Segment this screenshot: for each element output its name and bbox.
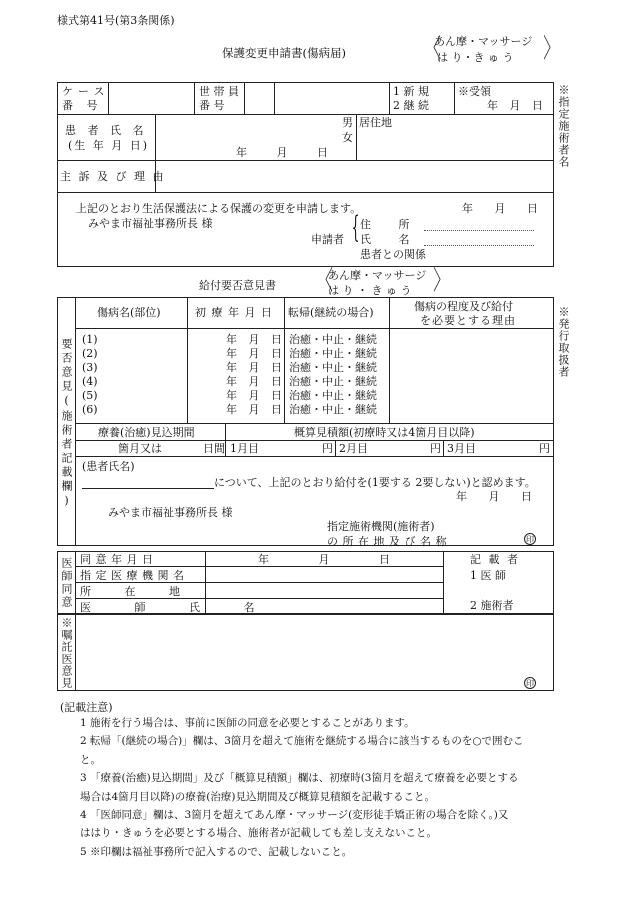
case-label: ケース [62, 85, 110, 98]
patient-name-label: 患 者 氏 名 [65, 124, 148, 137]
col-outcome: 転帰(継続の場合) [288, 306, 374, 319]
title-option-massage: あん摩・マッサージ [434, 35, 533, 48]
seal-mark: 印 [526, 535, 534, 544]
month2-label: 2月目 [339, 442, 368, 455]
opinion-option-massage: あん摩・マッサージ [328, 269, 427, 282]
note-3: 3 「療養(治癒)見込期間」及び「概算見積額」欄は、初療時(3箇月を超えて療養を必要とする [80, 772, 519, 785]
approval-statement: について、上記のとおり給付を(1要する 2要しない)と認めます。 [214, 476, 536, 489]
address-label: 居住地 [359, 116, 392, 129]
side-note-designated-therapist: ※指定施術者名 [557, 84, 570, 168]
note-4: 4 「医師同意」欄は、3箇月を超えてあん摩・マッサージ(変形徒手矯正術の場合を除く。)又 [80, 808, 509, 821]
opinion-vertical-label: 要否意見(施術者記載欄) [60, 338, 73, 510]
row-date: 年 月 日 [226, 333, 282, 346]
months-label: 箇月又は [118, 442, 162, 455]
row-outcome[interactable]: 治癒・中止・継続 [289, 389, 377, 402]
note-5: 5 ※印欄は福祉事務所で記入するので、記載しないこと。 [80, 845, 353, 858]
application-statement: 上記のとおり生活保護法による保護の変更を申請します。 [76, 202, 362, 215]
note-4-cont: ははり・きゅうを必要とする場合、施術者が記載しても差し支えないこと。 [80, 827, 437, 840]
row-date: 年 月 日 [226, 389, 282, 402]
case-number-label: 番 号 [62, 99, 103, 112]
yen-label: 円 [322, 442, 333, 455]
row-label: (1) [82, 333, 98, 346]
applicant-name-label: 氏 名 [360, 233, 410, 246]
household-number-field[interactable] [244, 82, 274, 114]
title-option-acupuncture: は り・き ゅ う [437, 51, 514, 64]
row-outcome[interactable]: 治癒・中止・継続 [289, 403, 377, 416]
patient-name-bracket: (患者氏名) [82, 460, 135, 473]
applicant-address-label: 住 所 [360, 218, 410, 231]
period-label: 療養(治癒)見込期間 [98, 426, 195, 439]
female-option[interactable]: 女 [342, 131, 353, 144]
commission-section [57, 614, 554, 691]
row-label: (4) [82, 375, 98, 388]
household-label: 世 帯 員 [199, 85, 239, 98]
patient-birth-date: 年 月 日 [236, 146, 328, 159]
opinion-option-acupuncture: は り ・ き ゅ う [328, 284, 412, 297]
writer-doctor-option[interactable]: 1 医 師 [470, 569, 506, 582]
applicant-label: 申請者 [311, 233, 344, 246]
application-date: 年 月 日 [462, 202, 538, 215]
row-date: 年 月 日 [226, 375, 282, 388]
addressee: みやま市福祉事務所長 様 [88, 217, 213, 230]
row-outcome[interactable]: 治癒・中止・継続 [289, 347, 377, 360]
household-number-label: 番 号 [199, 99, 225, 112]
form-number: 様式第41号(第3条関係) [57, 14, 175, 27]
row-label: (3) [82, 361, 98, 374]
writer-therapist-option[interactable]: 2 施術者 [470, 599, 514, 612]
applicant-relation-label: 患者との関係 [360, 248, 426, 261]
applicant-address-field[interactable] [424, 230, 534, 231]
case-number-field[interactable] [108, 82, 194, 114]
row-label: (2) [82, 347, 98, 360]
location-label: 所 在 地 [80, 585, 180, 598]
doctor-consent-vertical: 医師同意 [60, 557, 73, 609]
yen-label: 円 [430, 442, 441, 455]
row-outcome[interactable]: 治癒・中止・継続 [289, 361, 377, 374]
month1-label: 1月目 [230, 442, 259, 455]
days-label: 日間 [203, 442, 225, 455]
applicant-name-field[interactable] [424, 245, 534, 246]
row-date: 年 月 日 [226, 403, 282, 416]
row-outcome[interactable]: 治癒・中止・継続 [289, 375, 377, 388]
new-option[interactable]: 1 新 規 [393, 85, 429, 98]
side-note-issuer: ※発行取扱者 [557, 306, 570, 378]
note-2: 2 転帰「(継続の場合)」欄は、3箇月を超えて施術を継続する場合に該当するものを○で囲むこ [80, 735, 524, 748]
row-label: (6) [82, 403, 98, 416]
col-first-date: 初 療 年 月 日 [195, 306, 273, 319]
complaint-field[interactable] [155, 160, 554, 192]
row-date: 年 月 日 [226, 347, 282, 360]
doctor-name-label: 医 師 氏 名 [80, 601, 255, 614]
received-date: 年 月 日 [487, 99, 543, 112]
complaint-label: 主 訴 及 び 理 由 [60, 170, 166, 183]
consent-date-label: 同 意 年 月 日 [80, 553, 154, 566]
note-1: 1 施術を行う場合は、事前に医師の同意を必要とすることがあります。 [80, 717, 415, 729]
received-label: ※受領 [458, 85, 491, 98]
form-title: 保護変更申請書(傷病届) [222, 46, 346, 60]
col-disease: 傷病名(部位) [97, 306, 161, 319]
institution-label-1: 指定施術機関(施術者) [327, 520, 435, 533]
seal-mark: 印 [526, 679, 534, 688]
notes-list [80, 714, 580, 861]
addressee-2: みやま市福祉事務所長 様 [108, 506, 233, 519]
row-label: (5) [82, 389, 98, 402]
commission-vertical: ※嘱託医意見 [60, 617, 73, 689]
patient-name-line[interactable] [82, 488, 214, 489]
male-option[interactable]: 男 [342, 116, 353, 129]
writer-label: 記 載 者 [470, 553, 518, 566]
row-outcome[interactable]: 治癒・中止・継続 [289, 333, 377, 346]
institution-label-2: の 所 在 地 及 び 名 称 [327, 535, 447, 548]
continue-option[interactable]: 2 継 続 [393, 99, 429, 112]
col-degree-2: を必要とする理由 [420, 314, 516, 327]
consent-date: 年 月 日 [258, 553, 390, 566]
approval-date: 年 月 日 [456, 490, 532, 503]
note-3-cont: 場合は4箇月目以降)の療養(治療)見込期間及び概算見積額を記載すること。 [80, 790, 435, 803]
patient-dob-label: (生 年 月 日) [68, 139, 150, 152]
notes-title: (記載注意) [60, 701, 113, 714]
month3-label: 3月目 [447, 442, 476, 455]
row-date: 年 月 日 [226, 361, 282, 374]
medical-institution-label: 指 定 医 療 機 関 名 [80, 569, 185, 582]
col-degree-1: 傷病の程度及び給付 [414, 300, 513, 313]
opinion-title: 給付要否意見書 [199, 279, 276, 292]
estimate-label: 概算見積額(初療時又は4箇月目以降) [294, 426, 475, 439]
note-2-cont: と。 [80, 753, 101, 766]
yen-label: 円 [539, 442, 550, 455]
